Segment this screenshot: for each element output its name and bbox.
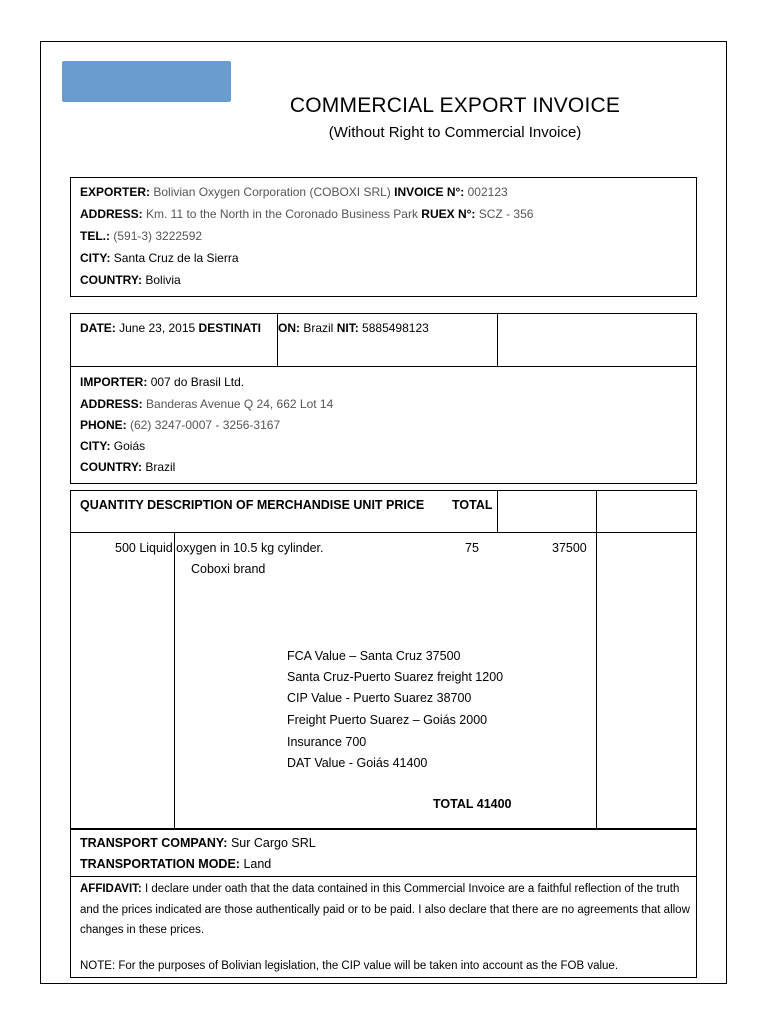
exporter-country-label: COUNTRY: xyxy=(80,273,142,287)
importer-phone-line xyxy=(80,418,280,432)
table-header-total: TOTAL xyxy=(452,498,493,512)
affidavit-text xyxy=(80,879,690,941)
destination-label-part2: ON: xyxy=(278,321,300,335)
importer-country-line xyxy=(80,460,175,474)
affidavit-label: AFFIDAVIT: xyxy=(80,883,142,895)
exporter-country-value: Bolivia xyxy=(145,273,181,287)
affidavit-body: I declare under oath that the data contained in this Commercial Invoice are a faithful reflection of the truth and the prices indicated are those authentically paid or to be paid. I also declare that there are no agreements that allow changes in these prices. xyxy=(80,883,690,936)
destination-label-part1: DESTINATI xyxy=(198,321,261,335)
merchandise-total: 37500 xyxy=(552,541,587,555)
transport-mode-value: Land xyxy=(243,857,272,871)
summary-insurance: Insurance 700 xyxy=(287,735,367,749)
transport-divider xyxy=(70,876,697,877)
table-col-divider-total xyxy=(497,490,498,532)
date-label: DATE: xyxy=(80,321,116,335)
importer-address-label: ADDRESS: xyxy=(80,397,143,411)
shipment-col-divider-2 xyxy=(497,313,498,366)
table-header-divider xyxy=(70,532,697,533)
merchandise-unit-price: 75 xyxy=(465,541,479,555)
transport-company-label: TRANSPORT COMPANY: xyxy=(80,836,228,850)
exporter-city-line xyxy=(80,251,239,265)
table-col-divider-extra xyxy=(596,490,597,829)
importer-phone-value: (62) 3247-0007 - 3256-3167 xyxy=(130,418,281,432)
exporter-label: EXPORTER: xyxy=(80,185,151,199)
date-line xyxy=(80,321,261,336)
importer-country-value: Brazil xyxy=(145,460,176,474)
invoice-number-value: 002123 xyxy=(467,185,508,199)
importer-label: IMPORTER: xyxy=(80,375,148,389)
importer-address-line xyxy=(80,397,333,411)
destination-line xyxy=(278,321,429,336)
summary-dat-value: DAT Value - Goiás 41400 xyxy=(287,756,428,770)
exporter-address-line xyxy=(80,207,533,221)
exporter-country-line xyxy=(80,273,181,287)
shipment-divider xyxy=(70,366,697,367)
merchandise-quantity-description: 500 Liquid oxygen in 10.5 kg cylinder. xyxy=(115,541,324,555)
importer-country-label: COUNTRY: xyxy=(80,460,142,474)
grand-total: TOTAL 41400 xyxy=(433,797,512,811)
summary-freight-goias: Freight Puerto Suarez – Goiás 2000 xyxy=(287,713,488,727)
importer-value: 007 do Brasil Ltd. xyxy=(150,375,245,389)
destination-value: Brazil xyxy=(303,321,334,335)
importer-line xyxy=(80,375,244,389)
exporter-value: Bolivian Oxygen Corporation (COBOXI SRL) xyxy=(153,185,391,199)
exporter-tel-line xyxy=(80,229,202,243)
table-col-divider-desc xyxy=(174,532,175,829)
exporter-city-label: CITY: xyxy=(80,251,111,265)
importer-city-line xyxy=(80,439,145,453)
exporter-city-value: Santa Cruz de la Sierra xyxy=(113,251,239,265)
invoice-number-label: INVOICE N°: xyxy=(394,185,465,199)
ruex-value: SCZ - 356 xyxy=(478,207,534,221)
document-subtitle: (Without Right to Commercial Invoice) xyxy=(328,124,582,141)
summary-cip-value: CIP Value - Puerto Suarez 38700 xyxy=(287,691,472,705)
summary-freight-santa-cruz: Santa Cruz-Puerto Suarez freight 1200 xyxy=(287,670,504,684)
exporter-line xyxy=(80,185,508,199)
transport-company-value: Sur Cargo SRL xyxy=(230,836,316,850)
transport-mode-line xyxy=(80,857,271,872)
table-header-columns: QUANTITY DESCRIPTION OF MERCHANDISE UNIT PRICE xyxy=(80,498,425,512)
nit-value: 5885498123 xyxy=(362,321,429,335)
exporter-tel-label: TEL.: xyxy=(80,229,110,243)
exporter-tel-value: (591-3) 3222592 xyxy=(113,229,203,243)
transport-mode-label: TRANSPORTATION MODE: xyxy=(80,857,240,871)
exporter-address-value: Km. 11 to the North in the Coronado Business Park xyxy=(146,207,418,221)
summary-fca-value: FCA Value – Santa Cruz 37500 xyxy=(287,649,461,663)
ruex-label: RUEX N°: xyxy=(421,207,476,221)
merchandise-brand: Coboxi brand xyxy=(191,562,266,576)
importer-city-value: Goiás xyxy=(113,439,146,453)
importer-phone-label: PHONE: xyxy=(80,418,127,432)
nit-label: NIT: xyxy=(336,321,359,335)
importer-city-label: CITY: xyxy=(80,439,111,453)
transport-company-line xyxy=(80,836,316,851)
company-logo-placeholder xyxy=(62,61,231,102)
exporter-address-label: ADDRESS: xyxy=(80,207,143,221)
document-title: COMMERCIAL EXPORT INVOICE xyxy=(289,94,621,117)
note-text: NOTE: For the purposes of Bolivian legislation, the CIP value will be taken into account as the FOB value. xyxy=(80,960,619,972)
date-value: June 23, 2015 xyxy=(119,321,196,335)
importer-address-value: Banderas Avenue Q 24, 662 Lot 14 xyxy=(146,397,334,411)
